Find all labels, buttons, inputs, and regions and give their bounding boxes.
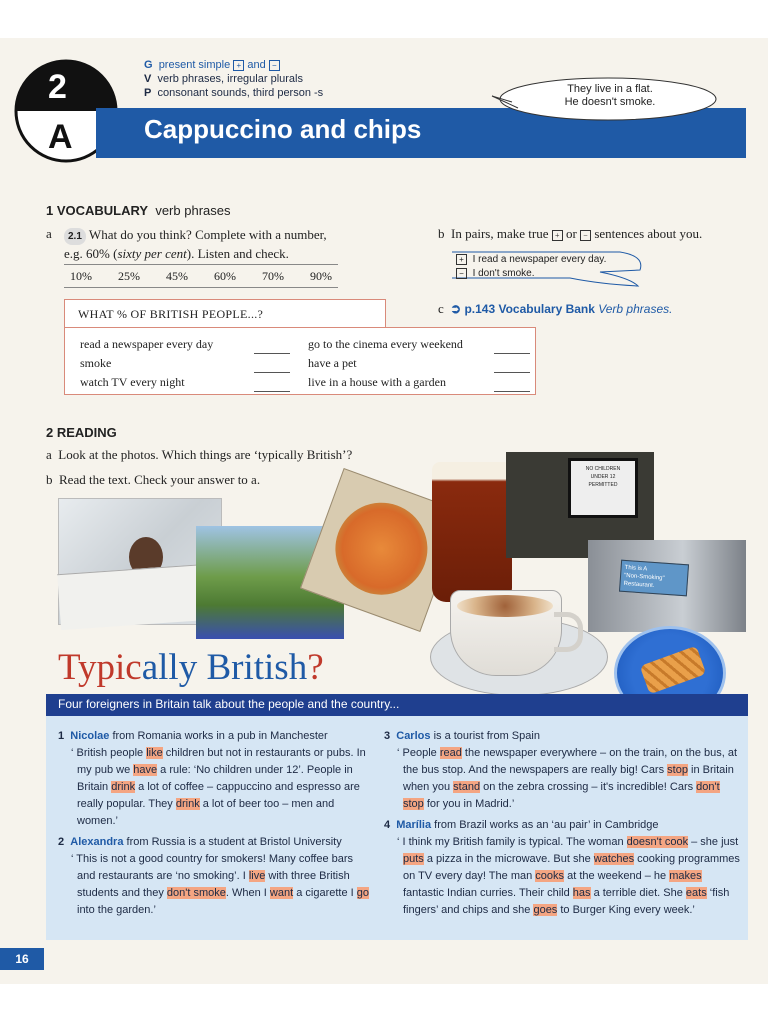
quote-alexandra: ‘ This is not a good country for smokers! Many coffee bars and restaurants are ‘no smoking’. I live with three British students and they don't smoke. When I want a cigarette I go into the garden.’ — [71, 853, 369, 916]
cup-handle — [554, 612, 583, 652]
list-item: watch TV every night — [80, 373, 290, 392]
audio-track-icon[interactable]: 2.1 — [64, 228, 86, 245]
coffee-foam — [457, 595, 553, 617]
plus-box-icon: + — [233, 60, 244, 71]
quote-carlos: ‘ People read the newspaper everywhere – on the train, on the bus, at the bus stop. And the newspapers are really big! Cars stop in Britain when you stand on the zebra crossing – it's incredible! Cars don't stop for you in Madrid.’ — [397, 747, 738, 810]
answer-blank[interactable] — [254, 354, 290, 373]
person-heading: 4 Marília from Brazil works as an ‘au pair’ in Cambridge — [384, 819, 659, 831]
list-item: go to the cinema every weekend — [308, 335, 530, 354]
vocab-line: V verb phrases, irregular plurals — [144, 73, 303, 85]
lesson-number: 2 — [48, 68, 67, 106]
box-left-list — [80, 335, 290, 392]
right-column — [384, 728, 740, 919]
list-item: read a newspaper every day — [80, 335, 290, 354]
person-heading: 3 Carlos is a tourist from Spain — [384, 730, 540, 742]
vocabulary-b: b In pairs, make true + or − sentences about you. — [438, 226, 703, 241]
minus-box-icon: − — [580, 230, 591, 241]
vocabulary-bank-link[interactable]: p.143 Vocabulary Bank — [464, 302, 595, 316]
arrow-circle-icon: ➲ — [450, 301, 462, 316]
person-heading: 1 Nicolae from Romania works in a pub in Manchester — [58, 730, 328, 742]
newspaper — [57, 564, 211, 630]
bubble-text: They live in a flat. He doesn't smoke. — [564, 83, 656, 108]
reading-b: b Read the text. Check your answer to a. — [46, 472, 261, 487]
textbook-page — [0, 38, 768, 984]
grammar-line: G present simple + and − — [144, 58, 323, 72]
minus-box-icon: − — [456, 268, 467, 279]
no-smoking-sign: This is A "Non-Smoking" Restaurant. — [619, 560, 689, 597]
left-column — [58, 728, 370, 919]
person-heading: 2 Alexandra from Russia is a student at Bristol University — [58, 836, 342, 848]
minus-box-icon: − — [269, 60, 280, 71]
answer-blank[interactable] — [254, 373, 290, 392]
quote-marilia: ‘ I think my British family is typical. The woman doesn't cook – she just puts a pizza in the microwave. But she watches cooking programmes on TV every day! The man cooks at the weekend – he makes fantastic Indian curries. Their child has a terrible diet. She eats ‘fish fingers’ and chips and she goes to Burger King every week.’ — [397, 836, 740, 916]
cappuccino-cup-photo — [450, 590, 562, 676]
chips — [640, 646, 707, 695]
vocabulary-a-instruction: 2.1 What do you think? Complete with a number, e.g. 60% (sixty per cent). Listen and check. — [64, 227, 327, 261]
list-item: have a pet — [308, 354, 530, 373]
box-right-list — [308, 335, 530, 392]
article-title: Typically British? — [58, 647, 324, 688]
reading-a: a Look at the photos. Which things are ‘typically British’? — [46, 447, 353, 462]
answer-blank[interactable] — [494, 354, 530, 373]
reading-heading: 2 READING — [46, 425, 117, 440]
beer-glass-photo — [432, 462, 512, 602]
example-sentences: + I read a newspaper every day. − I don't smoke. — [456, 253, 606, 281]
pizza — [322, 490, 440, 608]
list-item: smoke — [80, 354, 290, 373]
no-children-sign: NO CHILDREN UNDER 12 PERMITTED — [568, 458, 638, 518]
answer-blank[interactable] — [254, 335, 290, 354]
exercise-a-label: a — [46, 226, 52, 241]
list-item: live in a house with a garden — [308, 373, 530, 392]
lesson-objectives — [144, 58, 323, 100]
article-subtitle: Four foreigners in Britain talk about the people and the country... — [58, 697, 400, 711]
plus-box-icon: + — [456, 254, 467, 265]
vocabulary-heading: 1 VOCABULARY verb phrases — [46, 203, 231, 218]
quote-nicolae: ‘ British people like children but not in restaurants or pubs. In my pub we have a rule: ‘No children under 12’. People in Britain drink a lot of coffee – cappuccino and espresso are really popular. They drink a lot of beer too – men and women.’ — [71, 747, 366, 827]
plus-box-icon: + — [552, 230, 563, 241]
vocabulary-c: c ➲ p.143 Vocabulary Bank Verb phrases. — [438, 301, 673, 316]
answer-blank[interactable] — [494, 335, 530, 354]
percent-options: 10% 25% 45% 60% 70% 90% — [64, 264, 338, 288]
lesson-letter: A — [48, 118, 73, 156]
restaurant-window-photo — [588, 540, 746, 632]
page-title: Cappuccino and chips — [144, 114, 422, 144]
answer-blank[interactable] — [494, 373, 530, 392]
pron-line: P consonant sounds, third person -s — [144, 87, 324, 99]
page-number: 16 — [0, 948, 44, 970]
box-title: WHAT % OF BRITISH PEOPLE...? — [78, 307, 264, 321]
